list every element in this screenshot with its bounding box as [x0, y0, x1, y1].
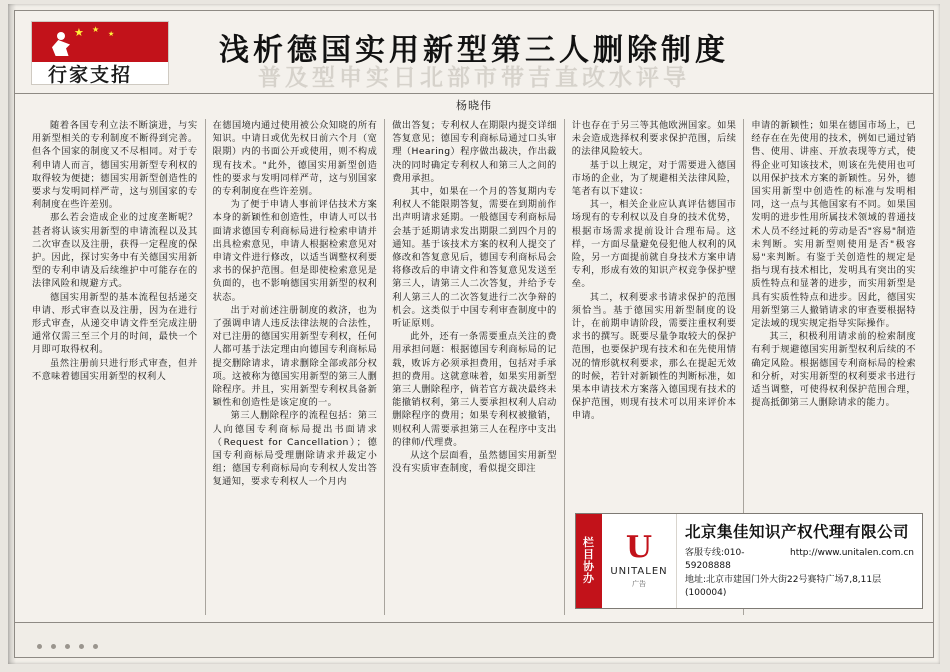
paragraph: 出于对前述注册制度的救济，也为了强调申请人违反法律法规的合法性，对已注册的德国实用新型专利权，任何人都可基于法定理由向德国专利商标局提交删除请求，请求删除全部或部分权项。这被称为德国实用新型的第三人删除程序。并且，实用新型专利权具备新颖性和创造性是该定度的一。 [212, 304, 378, 409]
paragraph: 申请的新颖性；如果在德国市场上，已经存在在先使用的技术，例如已通过销售、使用、讲座、开放表现等方式，使得企业可知该技术，则该在先使用也可以用保护技术方案的新颖性。另外，德国实用新型中创造性的标准与发明相同，这一点与其他国家有不同。如果国发明的进步性用所属技术领域的普通技术人员不经过耗的劳动是否"容易"制造未判断。实用新型则使用是否"极容易"来判断。有鉴于关创造性的规定是指与现有技术相比，发明具有突出的实质性特点和显著的进步，而实用新型是具有实质性特点和进步。因此，德国实用新型第三人撤销请求的审查要根据特定法域的现实规定指导实际操作。 [751, 120, 916, 330]
unitalen-mark-icon: U [625, 530, 653, 565]
footer-dot [65, 644, 70, 649]
column-logo-label: 行家支招 [48, 64, 133, 85]
paragraph: 基于以上规定，对于需要进入德国市场的企业，为了规避相关法律风险，笔者有以下建议： [571, 159, 737, 198]
footer-dot [37, 644, 42, 649]
paragraph: 在德国境内通过使用被公众知晓的所有知识。中请日或优先权日前六个月（宽限期）内的书面公开或使用，则不构成现有技术。"此外，德国实用新型创造性的要求与发明同样严苛，这与别国家的专利制度在些许差别。 [212, 120, 378, 198]
paragraph: 为了便于申请人事前评估技术方案本身的新颖性和创造性，申请人可以书面请求德国专利商标局进行检索申请并出具检索意见，申请人根据检索意见对申请文件进行修改，以适当调整权利要求书的保护范围。但是即使检索意见是负面的，也不影响德国实用新型的权利状态。 [212, 199, 378, 303]
ad-website[interactable]: http://www.unitalen.com.cn [790, 548, 914, 558]
newspaper-sheet [8, 4, 940, 664]
article-headline: 浅析德国实用新型第三人删除制度 [219, 33, 729, 68]
paragraph: 那么若会造成企业的过度垄断呢？甚者将认该实用新型的申请流程以及其二次审查以及注册，获得一定程度的保护。因此，探讨实务中有关德国实用新型的专利申请及后续维护中可能存在的法律风险和规避方式。 [32, 212, 198, 290]
ad-sponsor-tag [576, 514, 602, 608]
article-column-2 [205, 119, 385, 615]
ad-logo [602, 514, 677, 608]
footer-dot [79, 644, 84, 649]
article-column-3 [384, 119, 564, 615]
star-icon: ★ [74, 26, 84, 39]
paragraph: 德国实用新型的基本流程包括递交申请、形式审查以及注册，因为在进行形式审查，从递交申请文件至完成注册通常仅需三至三个月的时间，最快一个月即可取得权利。 [32, 291, 198, 356]
paragraph: 此外，还有一条需要重点关注的费用承担问题：根据德国专利商标局的记载，败诉方必须承担费用，包括对手承担的费用。这就意味着，如果实用新型第三人删除程序，倘若官方裁决最终未能撤销权利，第三人要承担权利人启动删除程序的费用；如果专利权被撤销，则权利人需要承担第三人在程序中支出的律师/代理费。 [392, 331, 557, 448]
page-footer-strip [15, 622, 933, 657]
star-icon: ★ [108, 30, 115, 38]
bleed-through-text: 普及型申实日北部市带吉直改水评导 [258, 64, 690, 91]
ad-sponsor-tag-label: 栏目协办 [583, 536, 595, 585]
ad-contact-line [685, 547, 914, 573]
paragraph: 其三，积极利用请求前的检索制度有利于规避德国实用新型权利后续的不确定风险。根据德国专利商标局的检索和分析，对实用新型的权利要求书进行适当调整，可使得权利保护范围合理，提高抵御第三人删除请求的能力。 [751, 331, 916, 409]
ad-content [677, 514, 922, 608]
ad-service-phone: 客服专线:010-59208888 [685, 548, 745, 571]
paragraph: 其一，相关企业应认真评估德国市场现有的专利权以及自身的技术优势，根据市场需求提前设计合理布局。这样，一方面尽量避免侵犯他人权利的风险，另一方面提前就自身技术方案申请专利，形成有效的知识产权竞争保护壁垒。 [571, 199, 737, 290]
ad-company-name: 北京集佳知识产权代理有限公司 [685, 523, 910, 541]
paragraph: 其中，如果在一个月的答复期内专利权人不能限期答复，需要在到期前作出声明请求延期。一般德国专利商标局会基于延期请求发出期限二到四个月的通知。基于该技术方案的权利人提交了修改和答复意见后，德国专利商标局会将修改后的申请文件和答复意见发送至第三人，请第三人二次答复，并给予专利人第三人的二次答复进行二次争辩的机会。这类似于中国专利审查制度中的听证原则。 [392, 186, 557, 330]
paragraph: 随着各国专利立法不断演进，与实用新型相关的专利制度不断得到完善。但各个国家的制度又不尽相同。对于专利申请人而言，德国实用新型专利权的取得较为便捷；德国实用新型创造性的要求与发明同样严苛，这与别国家的专利制度在些许差别。 [32, 120, 198, 211]
footer-dot [93, 644, 98, 649]
masthead [15, 11, 933, 94]
ad-logo-sub: 广告 [632, 580, 646, 588]
paragraph: 虽然注册前只进行形式审查，但并不意味着德国实用新型的权利人 [32, 357, 198, 382]
ad-address: 地址:北京市建国门外大街22号赛特广场7,8,11层(100004) [685, 575, 882, 598]
paragraph: 计也存在于另三等其他欧洲国家。如果未会造成选择权利要求保护范围，后续的法律风险较大。 [571, 120, 737, 158]
footer-dot [51, 644, 56, 649]
paragraph: 从这个层面看，虽然德国实用新型没有实质审查制度，看似提交即注 [392, 450, 557, 475]
ad-logo-name: UNITALEN [610, 566, 668, 577]
page-frame [14, 10, 934, 658]
article-column-1 [25, 119, 205, 615]
paragraph: 做出答复；专利权人在期限内提交详细答复意见；德国专利商标局通过口头审理（Hearing）程序做出裁决，作出裁决的同时确定专利权人和第三人之间的费用承担。 [392, 120, 557, 184]
article-byline: 杨晓伟 [456, 99, 492, 112]
advertisement[interactable] [575, 513, 923, 609]
footer-dots [37, 644, 98, 649]
paragraph: 其二，权利要求书请求保护的范围须恰当。基于德国实用新型制度的设计，在前期申请阶段，需要注重权利要求书的撰写。既要尽量争取较大的保护范围，也要保护现有技术和在先使用情况的情形就权利要求，那么在提起无效的时候，若针对新颖性的判断标准，如果本申请技术方案落入德国现有技术的保护范围，则现有技术可以用来评价本申请。 [571, 291, 737, 422]
paragraph: 第三人删除程序的流程包括：第三人向德国专利商标局提出书面请求（Request for Cancellation）；德国专利商标局受理删除请求并裁定小组；德国专利商标局向专利权人发出答复通知，要求专利权人一个月内 [212, 410, 378, 488]
star-icon: ★ [92, 25, 100, 34]
